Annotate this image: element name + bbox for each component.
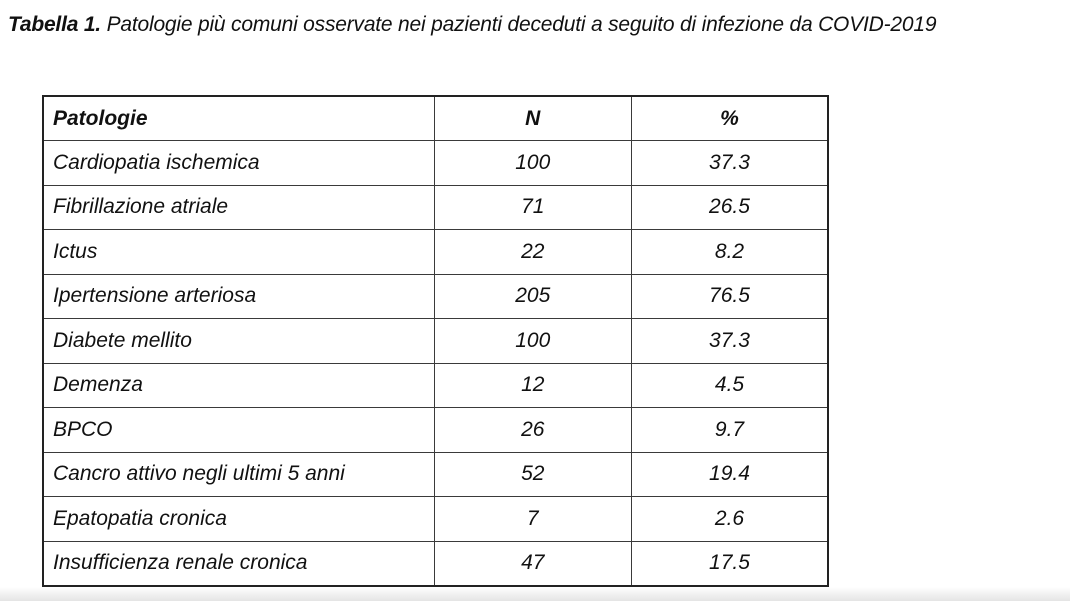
cell-percent: 8.2 [631, 230, 828, 275]
pathology-table [42, 95, 829, 587]
table-caption [8, 13, 936, 37]
header-pathology: Patologie [43, 96, 434, 141]
table-row [43, 408, 828, 453]
bottom-fade [0, 587, 1070, 601]
cell-pathology: BPCO [43, 408, 434, 453]
table-row [43, 497, 828, 542]
cell-percent: 37.3 [631, 319, 828, 364]
cell-pathology: Demenza [43, 363, 434, 408]
cell-percent: 37.3 [631, 141, 828, 186]
cell-percent: 26.5 [631, 185, 828, 230]
cell-count: 22 [434, 230, 631, 275]
cell-pathology: Ictus [43, 230, 434, 275]
cell-count: 100 [434, 141, 631, 186]
table-row [43, 274, 828, 319]
cell-pathology: Diabete mellito [43, 319, 434, 364]
cell-pathology: Epatopatia cronica [43, 497, 434, 542]
cell-percent: 19.4 [631, 452, 828, 497]
table-row [43, 319, 828, 364]
cell-pathology: Fibrillazione atriale [43, 185, 434, 230]
cell-percent: 2.6 [631, 497, 828, 542]
cell-count: 12 [434, 363, 631, 408]
cell-pathology: Insufficienza renale cronica [43, 541, 434, 586]
cell-pathology: Cancro attivo negli ultimi 5 anni [43, 452, 434, 497]
table-row [43, 541, 828, 586]
table-row [43, 141, 828, 186]
cell-pathology: Ipertensione arteriosa [43, 274, 434, 319]
cell-count: 47 [434, 541, 631, 586]
table-header-row [43, 96, 828, 141]
table-row [43, 230, 828, 275]
caption-text: Patologie più comuni osservate nei pazienti deceduti a seguito di infezione da COVID-2019 [106, 13, 937, 36]
cell-pathology: Cardiopatia ischemica [43, 141, 434, 186]
header-count: N [434, 96, 631, 141]
caption-label: Tabella 1. [8, 13, 101, 36]
cell-count: 71 [434, 185, 631, 230]
cell-count: 52 [434, 452, 631, 497]
header-percent: % [631, 96, 828, 141]
cell-percent: 17.5 [631, 541, 828, 586]
table-row [43, 363, 828, 408]
cell-count: 205 [434, 274, 631, 319]
table-row [43, 452, 828, 497]
cell-count: 100 [434, 319, 631, 364]
cell-count: 26 [434, 408, 631, 453]
cell-count: 7 [434, 497, 631, 542]
cell-percent: 76.5 [631, 274, 828, 319]
table-row [43, 185, 828, 230]
cell-percent: 9.7 [631, 408, 828, 453]
cell-percent: 4.5 [631, 363, 828, 408]
